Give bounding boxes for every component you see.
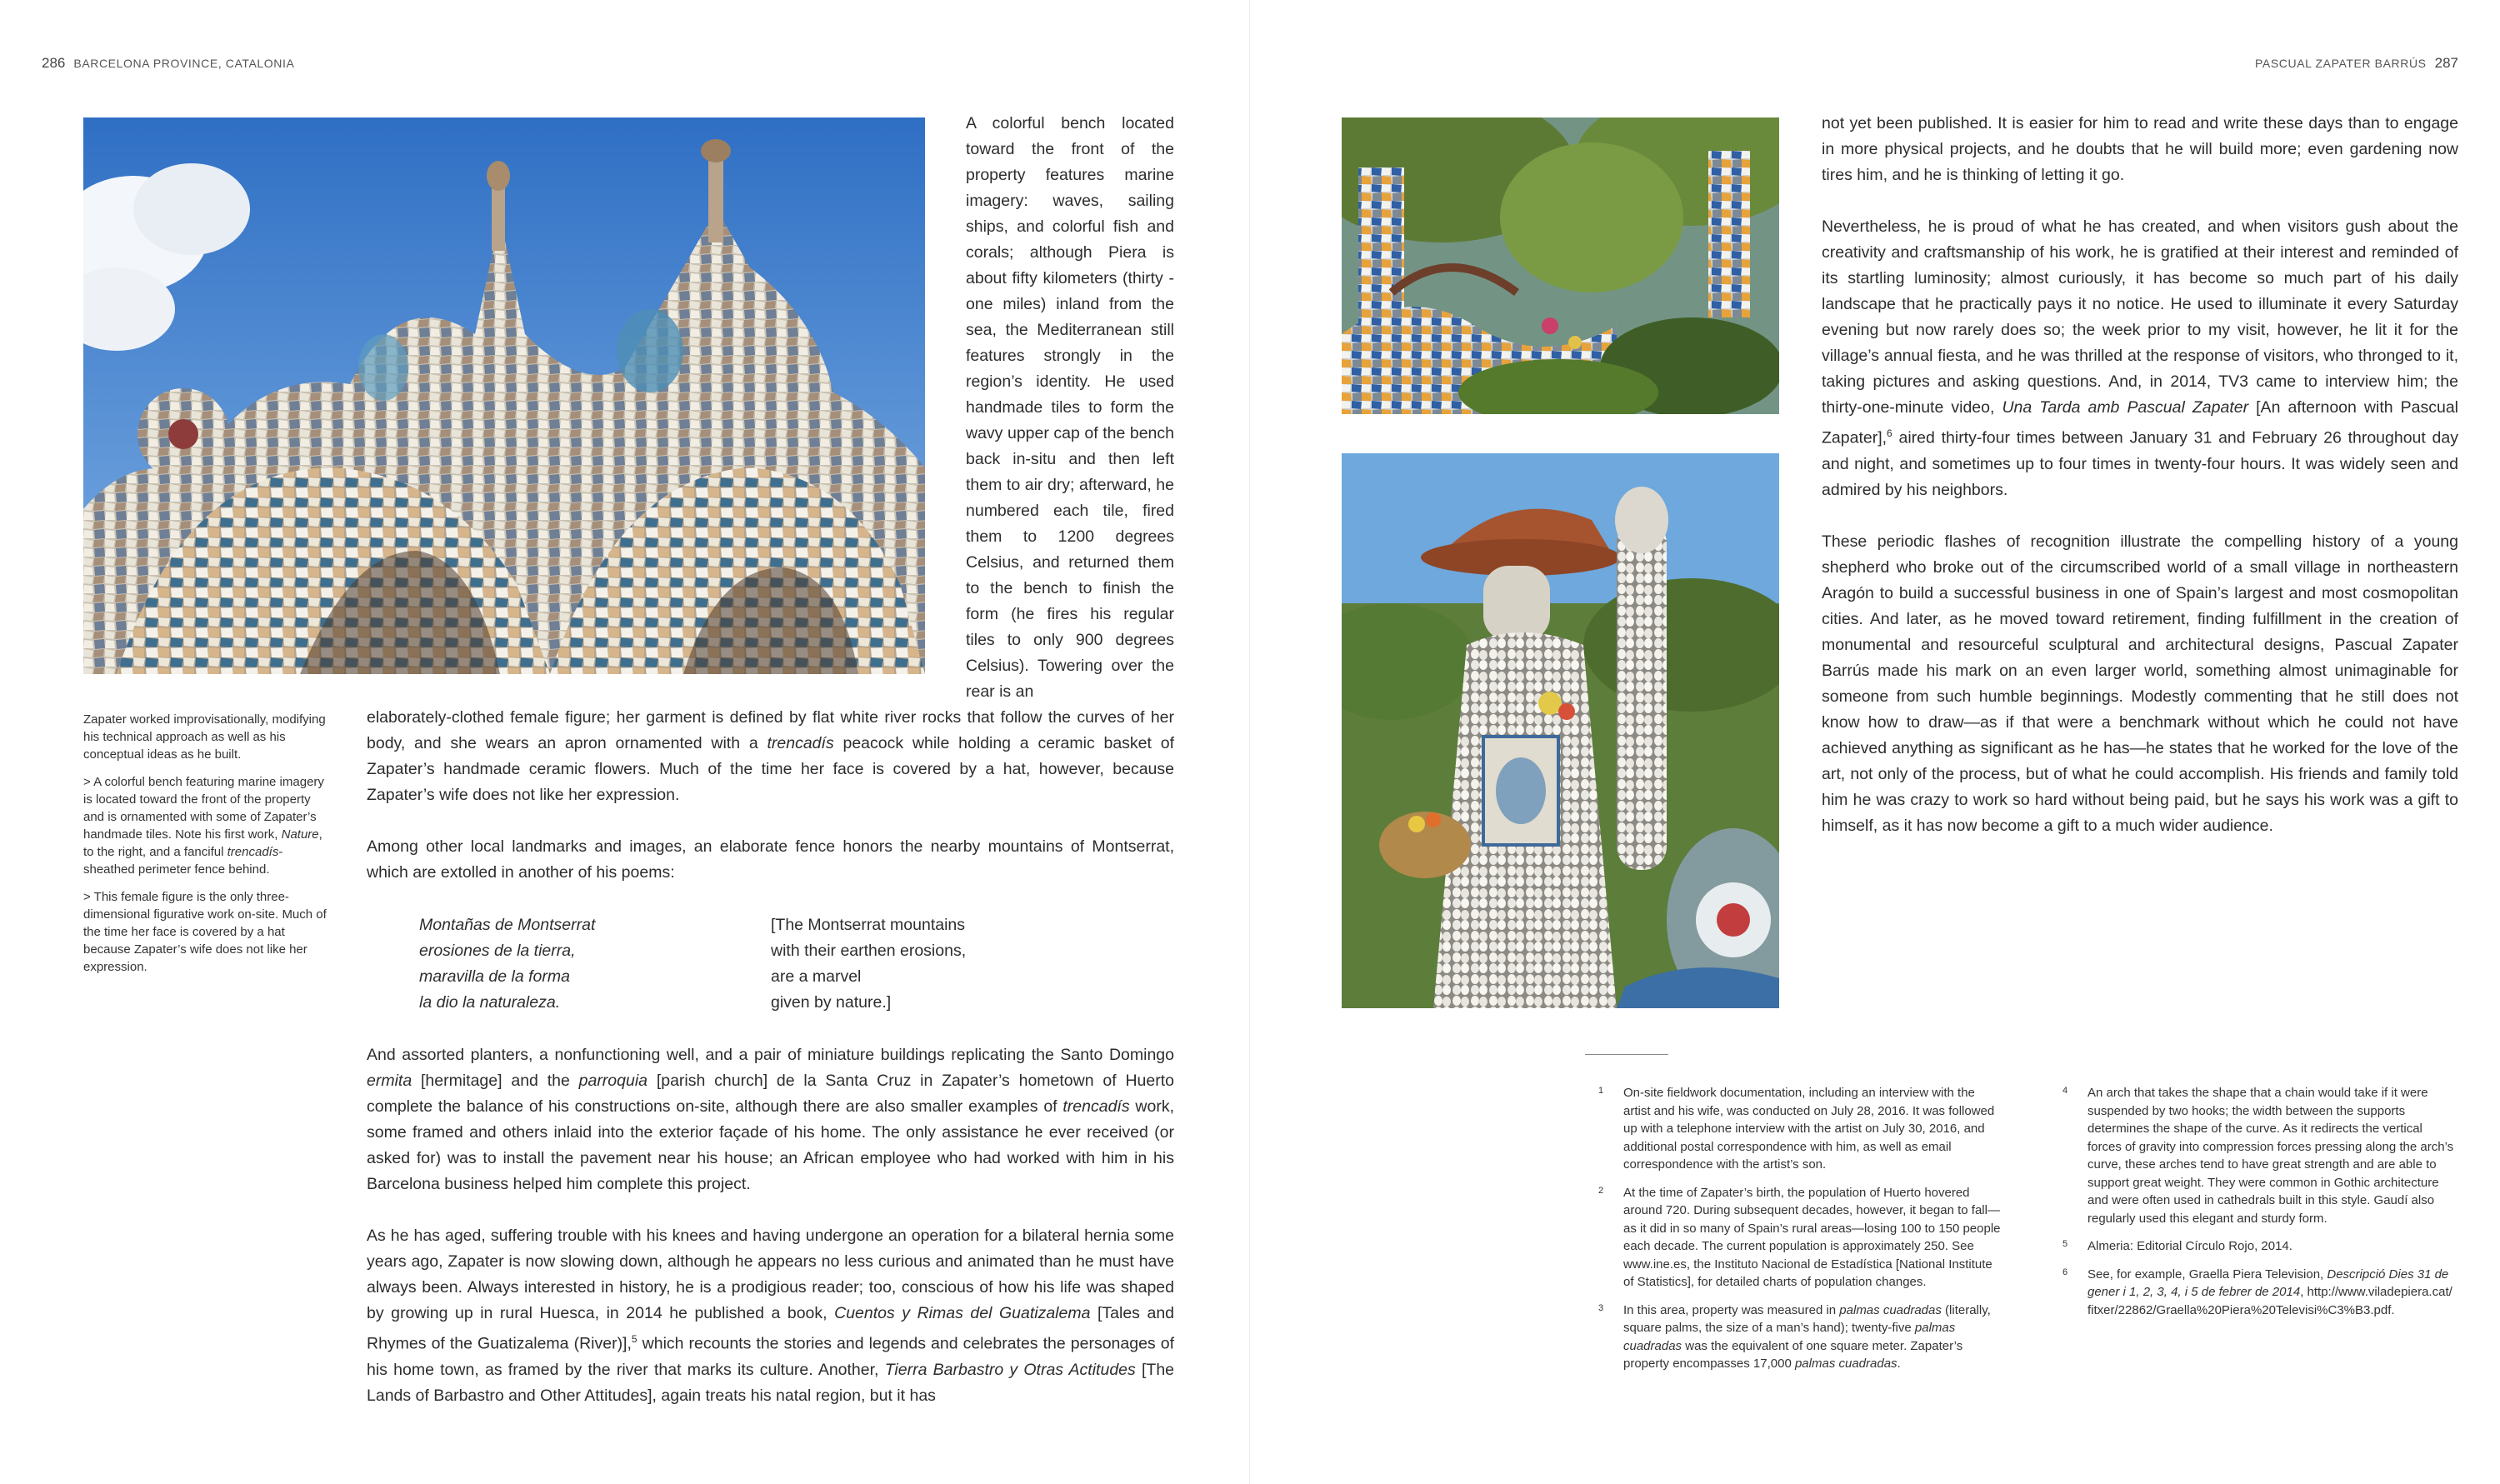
left-main-text xyxy=(367,705,1174,912)
endnote: 2 At the time of Zapater’s birth, the population of Huerto hovered around 720. During subsequent decades, however, it began to fall—as it did in so many of Spain’s rural areas—losing 100 to 150 people each decade. The current population is approximately 250. See www.ine.es, the Instituto Nacional de Estadística [National Institute of Statistics], for detailed charts of population changes. xyxy=(1598,1185,2001,1289)
endnote: 4 An arch that takes the shape that a chain would take if it were suspended by two hooks; the width between the supports determines the shape of the curve. As it redirects the vertical forces of gravity into compression forces pressing along the arch’s curve, these arches tend to have great strength and are able to support great weight. They were common in Gothic architecture and were often used in cathedrals built in this style. Gaudí also regularly used this elegant and sturdy form. xyxy=(2062,1086,2454,1226)
poem-line: with their earthen erosions, xyxy=(771,942,967,960)
poem-line: Montañas de Montserrat xyxy=(419,916,596,934)
poem-spanish xyxy=(419,912,595,1016)
paragraph: Among other local landmarks and images, an elaborate fence honors the nearby mountains of Montserrat, which are extolled in another of his poems: xyxy=(367,837,1174,882)
paragraph: Nevertheless, he is proud of what he has created, and when visitors gush about the creativity and craftsmanship of his work, he is gratified at their interest and reminded of its startling luminosity; almost curiously, it has become so much part of his daily landscape that he practically pays it no notice. He used to illuminate it every Saturday evening but now rarely does so; the week prior to my visit, however, he lit it for the village’s annual fiesta, and he was thrilled at the response of visitors, who thronged to it, taking pictures and asking questions. And, in 2014, TV3 came to interview him; the thirty-one-minute video, Una Tarda amb Pascual Zapater [An afternoon with Pascual Zapater],$^6$ aired thirty-four times between January 31 and February 26 throughout day and night, and sometimes up to four times in twenty-four hours. It was widely seen and admired by his neighbors. xyxy=(1822,217,2459,499)
endnote: 5 Almeria: Editorial Círculo Rojo, 2014. xyxy=(2062,1239,2292,1253)
running-head-title: PASCUAL ZAPATER BARRÚS xyxy=(2255,57,2427,70)
left-running-head xyxy=(42,55,294,72)
intro-column-text: A colorful bench located toward the front of the property features marine imagery: waves, sailing ships, and colorful fish and corals; although Piera is about fifty kilometers (thirty -one miles) inland from the sea, the Mediterranean still features strongly in the region’s identity. He used handmade tiles to form the wavy upper cap of the bench back in-situ and then left them to air dry; afterward, he numbered each tile, fired them to 1200 degrees Celsius, and returned them to the bench to finish the form (he fires his regular tiles to only 900 degrees Celsius). Towering over the rear is an xyxy=(966,114,1174,701)
photo-captions xyxy=(83,711,330,986)
mosaic-pinnacles-photo xyxy=(83,117,925,674)
paragraph: These periodic flashes of recognition illustrate the compelling history of a young shepherd who broke out of the circumscribed world of a small village in northeastern Aragón to build a successful business in one of Spain’s largest and most cosmopolitan cities. And later, as he moved toward retirement, finding fulfillment in the creation of monumental and resourceful sculptural and architectural designs, Pascual Zapater Barrús made his mark on an even larger world, something almost unimaginable for someone from such humble beginnings. Modestly commenting that he still does not know how to draw—as if that were a benchmark without which he could not have achieved anything as significant as he has—he states that he worked for the love of the art, not only of the process, but of what he could accomplish. His friends and family told him he was crazy to work so hard without being paid, but he says his work was a gift to himself, as it has now become a gift to a much wider audience. xyxy=(1822,532,2458,835)
caption: > This female figure is the only three-dimensional figurative work on-site. Much of the time her face is covered by a hat because Zapater’s wife does not like her expression. xyxy=(83,890,327,974)
left-main-text-2 xyxy=(367,1042,1174,1435)
poem-line: are a marvel xyxy=(771,967,862,986)
paragraph: not yet been published. It is easier for him to read and write these days than to engage in more physical projects, and he doubts that he will build more; even gardening now tires him, and he is thinking of letting it go. xyxy=(1822,114,2458,184)
endnote: 3 In this area, property was measured in palmas cuadradas (literally, square palms, the size of a man’s hand); twenty-five palmas cuadradas was the equivalent of one square meter. Zapater’s property encompasses 17,000 palmas cuadradas. xyxy=(1598,1302,1991,1371)
right-running-head xyxy=(2255,55,2458,72)
garden-bench-photo xyxy=(1342,117,1779,414)
endnote-link[interactable]: , http://www.viladepiera.cat/fitxer/22862/Graella%20Piera%20Televisi%C3%B3.pdf. xyxy=(2088,1285,2452,1317)
right-page xyxy=(1250,0,2500,1484)
page-number: 286 xyxy=(42,55,66,71)
poem-english xyxy=(771,912,966,1016)
poem-line: [The Montserrat mountains xyxy=(771,916,966,934)
notes-divider xyxy=(1585,1054,1668,1055)
poem-line: la dio la naturaleza. xyxy=(419,993,561,1012)
right-main-text xyxy=(1822,111,2458,865)
page-number: 287 xyxy=(2434,55,2458,71)
caption: Zapater worked improvisationally, modifying his technical approach as well as his conceptual ideas as he built. xyxy=(83,712,326,762)
poem-line: erosiones de la tierra, xyxy=(419,942,576,960)
paragraph: As he has aged, suffering trouble with his knees and having undergone an operation for a bilateral hernia some years ago, Zapater is now slowing down, although he appears no less curious and animated than he must have always been. Always interested in history, he is a prodigious reader; too, conscious of how his life was shaped by growing up in rural Huesca, in 2014 he published a book, Cuentos y Rimas del Guatizalema [Tales and Rhymes of the Guatizalema (River)],$^5$ which recounts the stories and legends and celebrates the personages of his home town, as framed by the river that marks its culture. Another, Tierra Barbastro y Otras Actitudes [The Lands of Barbastro and Other Attitudes], again treats his natal region, but it has xyxy=(367,1227,1175,1405)
female-figure-photo xyxy=(1342,453,1779,1008)
endnotes-column-2 xyxy=(2062,1084,2454,1329)
endnote: 6 See, for example, Graella Piera Television, Descripció Dies 31 de gener i 1, 2, 3, 4, i 5 de febrer de 2014, http://www.viladepiera.cat/fitxer/22862/Graella%20Piera%20Televisi%C3%B3.pdf. xyxy=(2062,1267,2452,1317)
paragraph: And assorted planters, a nonfunctioning well, and a pair of miniature buildings replicating the Santo Domingo ermita [hermitage] and the parroquia [parish church] de la Santa Cruz in Zapater’s hometown of Huerto complete the balance of his constructions on-site, although there are also smaller examples of trencadís work, some framed and others inlaid into the exterior façade of his home. The only assistance he ever received (or asked for) was to install the pavement near his house; an African employee who had worked with him in his Barcelona business helped him complete this project. xyxy=(367,1046,1174,1193)
poem-line: maravilla de la forma xyxy=(419,967,570,986)
caption: > A colorful bench featuring marine imagery is located toward the front of the property and is ornamented with some of Zapater’s handmade tiles. Note his first work, Nature, to the right, and a fanciful trencadís-sheathed perimeter fence behind. xyxy=(83,775,324,877)
endnote: 1 On-site fieldwork documentation, including an interview with the artist and his wife, was conducted on July 28, 2016. It was followed up with a telephone interview with the artist on July 30, 2016, and additional postal correspondence with him, as well as email correspondence with the artist’s son. xyxy=(1598,1086,1995,1172)
poem-line: given by nature.] xyxy=(771,993,892,1012)
endnotes-column-1 xyxy=(1598,1084,2002,1383)
paragraph: elaborately-clothed female figure; her garment is defined by flat white river rocks that follow the curves of her body, and she wears an apron ornamented with a trencadís peacock while holding a ceramic basket of Zapater’s handmade ceramic flowers. Much of the time her face is covered by a hat, however, because Zapater’s wife does not like her expression. xyxy=(367,708,1174,804)
running-head-title: BARCELONA PROVINCE, CATALONIA xyxy=(73,57,295,70)
